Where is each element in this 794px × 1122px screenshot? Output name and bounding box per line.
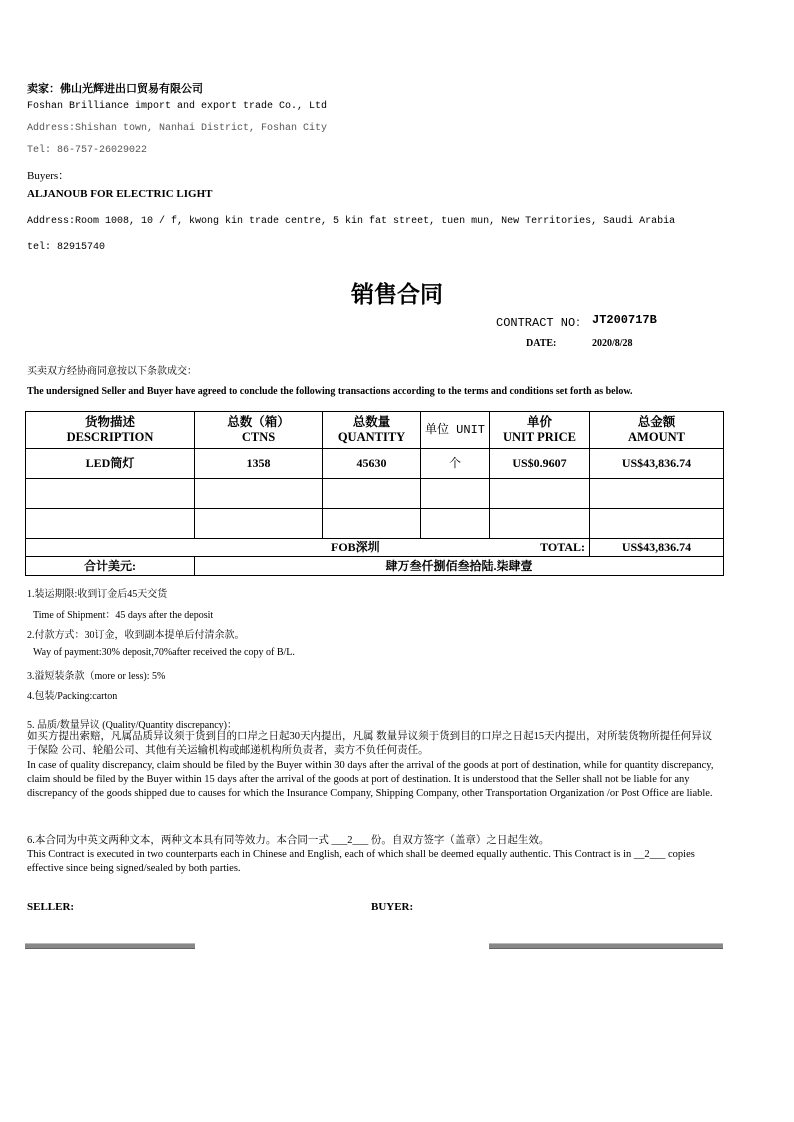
sum-label: 合计美元: xyxy=(26,557,195,576)
fob-term: FOB深圳 xyxy=(331,540,380,554)
term-tolerance: 3.溢短装条款（more or less): 5% xyxy=(27,671,166,682)
header-description: 货物描述 DESCRIPTION xyxy=(26,412,195,449)
buyer-signature-label: BUYER: xyxy=(371,901,414,913)
table-row xyxy=(26,449,724,479)
total-row xyxy=(26,539,724,557)
term-copies-en: This Contract is executed in two counterparts each in Chinese and English, each of which shall be deemed equally authentic. This Contract is in __2___ copies effective since being signed/sealed by both parties. xyxy=(27,849,695,874)
cell-ctns: 1358 xyxy=(195,449,323,479)
buyer-tel: tel: 82915740 xyxy=(27,242,106,253)
seller-tel: Tel: 86-757-26029022 xyxy=(27,145,148,156)
term-quality-en: In case of quality discrepancy, claim should be filed by the Buyer within 30 days after the arrival of the goods at port of destination, while for quantity discrepancy, claim should be filed by the Buyer within 15 days after the arrival of the goods at port of destination. It is understood that the Seller shall not be liable for any discrepancy of the goods shipped due to causes for which the Insurance Company, Shipping Company, other Transportation Organization /or Post Office are liable. xyxy=(27,760,714,799)
buyer-signature-line xyxy=(489,943,723,949)
cell-description: LED筒灯 xyxy=(26,449,195,479)
intro-en: The undersigned Seller and Buyer have agreed to conclude the following transactions according to the terms and conditions set forth as below. xyxy=(27,386,633,397)
term-quality-title: 5. 品质/数量异议 (Quality/Quantity discrepancy)： xyxy=(27,720,237,731)
cell-unit-price: US$0.9607 xyxy=(490,449,590,479)
contract-no: JT200717B xyxy=(592,313,657,327)
buyer-name: ALJANOUB FOR ELECTRIC LIGHT xyxy=(27,188,213,200)
seller-signature-line xyxy=(25,943,195,949)
date-value: 2020/8/28 xyxy=(592,338,633,349)
total-label: TOTAL: xyxy=(540,540,585,554)
cell-amount: US$43,836.74 xyxy=(590,449,724,479)
total-amount: US$43,836.74 xyxy=(590,539,724,557)
seller-name-en: Foshan Brilliance import and export trade Co., Ltd xyxy=(27,101,328,112)
term-quality-cn: 如买方提出索赔，凡属品质异议须于货到目的口岸之日起30天内提出，凡属 数量异议须于货到目的口岸之日起15天内提出，对所装货物所提任何异议于保险 公司、轮船公司、其他有关运输机构或邮递机构所负责者，卖方不负任何责任。 xyxy=(27,731,713,756)
date-label: DATE: xyxy=(526,338,557,349)
term-payment-en: Way of payment:30% deposit,70%after received the copy of B/L. xyxy=(33,647,295,658)
table-row-empty xyxy=(26,479,724,509)
header-amount: 总金额 AMOUNT xyxy=(590,412,724,449)
header-unit-price: 单价 UNIT PRICE xyxy=(490,412,590,449)
intro-cn: 买卖双方经协商同意按以下条款成交： xyxy=(27,366,197,377)
header-unit: 单位 UNIT xyxy=(421,412,490,449)
term-payment-cn: 2.付款方式：30订金，收到副本提单后付清余款。 xyxy=(27,630,245,641)
term-copies-cn: 6.本合同为中英文两种文本，两种文本具有同等效力。本合同一式 ___2___ 份。自双方签字（盖章）之日起生效。 xyxy=(27,835,550,846)
buyer-label: Buyers： xyxy=(27,170,70,182)
term-shipment-en: Time of Shipment：45 days after the deposit xyxy=(33,610,214,621)
contract-no-label: CONTRACT NO： xyxy=(496,316,588,330)
buyer-address: Address:Room 1008, 10 / f, kwong kin trade centre, 5 kin fat street, tuen mun, New Territories, Saudi Arabia xyxy=(27,216,676,227)
term-packing: 4.包装/Packing:carton xyxy=(27,691,118,702)
goods-table xyxy=(25,411,724,576)
table-header-row xyxy=(26,412,724,449)
sum-row xyxy=(26,557,724,576)
seller-address: Address:Shishan town, Nanhai District, Foshan City xyxy=(27,123,328,134)
table-row-empty xyxy=(26,509,724,539)
term-shipment-cn: 1.装运期限:收到订金后45天交货 xyxy=(27,589,168,600)
header-ctns: 总数（箱） CTNS xyxy=(195,412,323,449)
cell-quantity: 45630 xyxy=(323,449,421,479)
header-quantity: 总数量 QUANTITY xyxy=(323,412,421,449)
seller-name-cn: 卖家：佛山光辉进出口贸易有限公司 xyxy=(27,83,203,95)
page-title: 销售合同 xyxy=(351,282,443,307)
sum-words: 肆万叁仟捌佰叁拾陆.柒肆壹 xyxy=(195,557,724,576)
cell-unit: 个 xyxy=(421,449,490,479)
seller-signature-label: SELLER: xyxy=(27,901,75,913)
